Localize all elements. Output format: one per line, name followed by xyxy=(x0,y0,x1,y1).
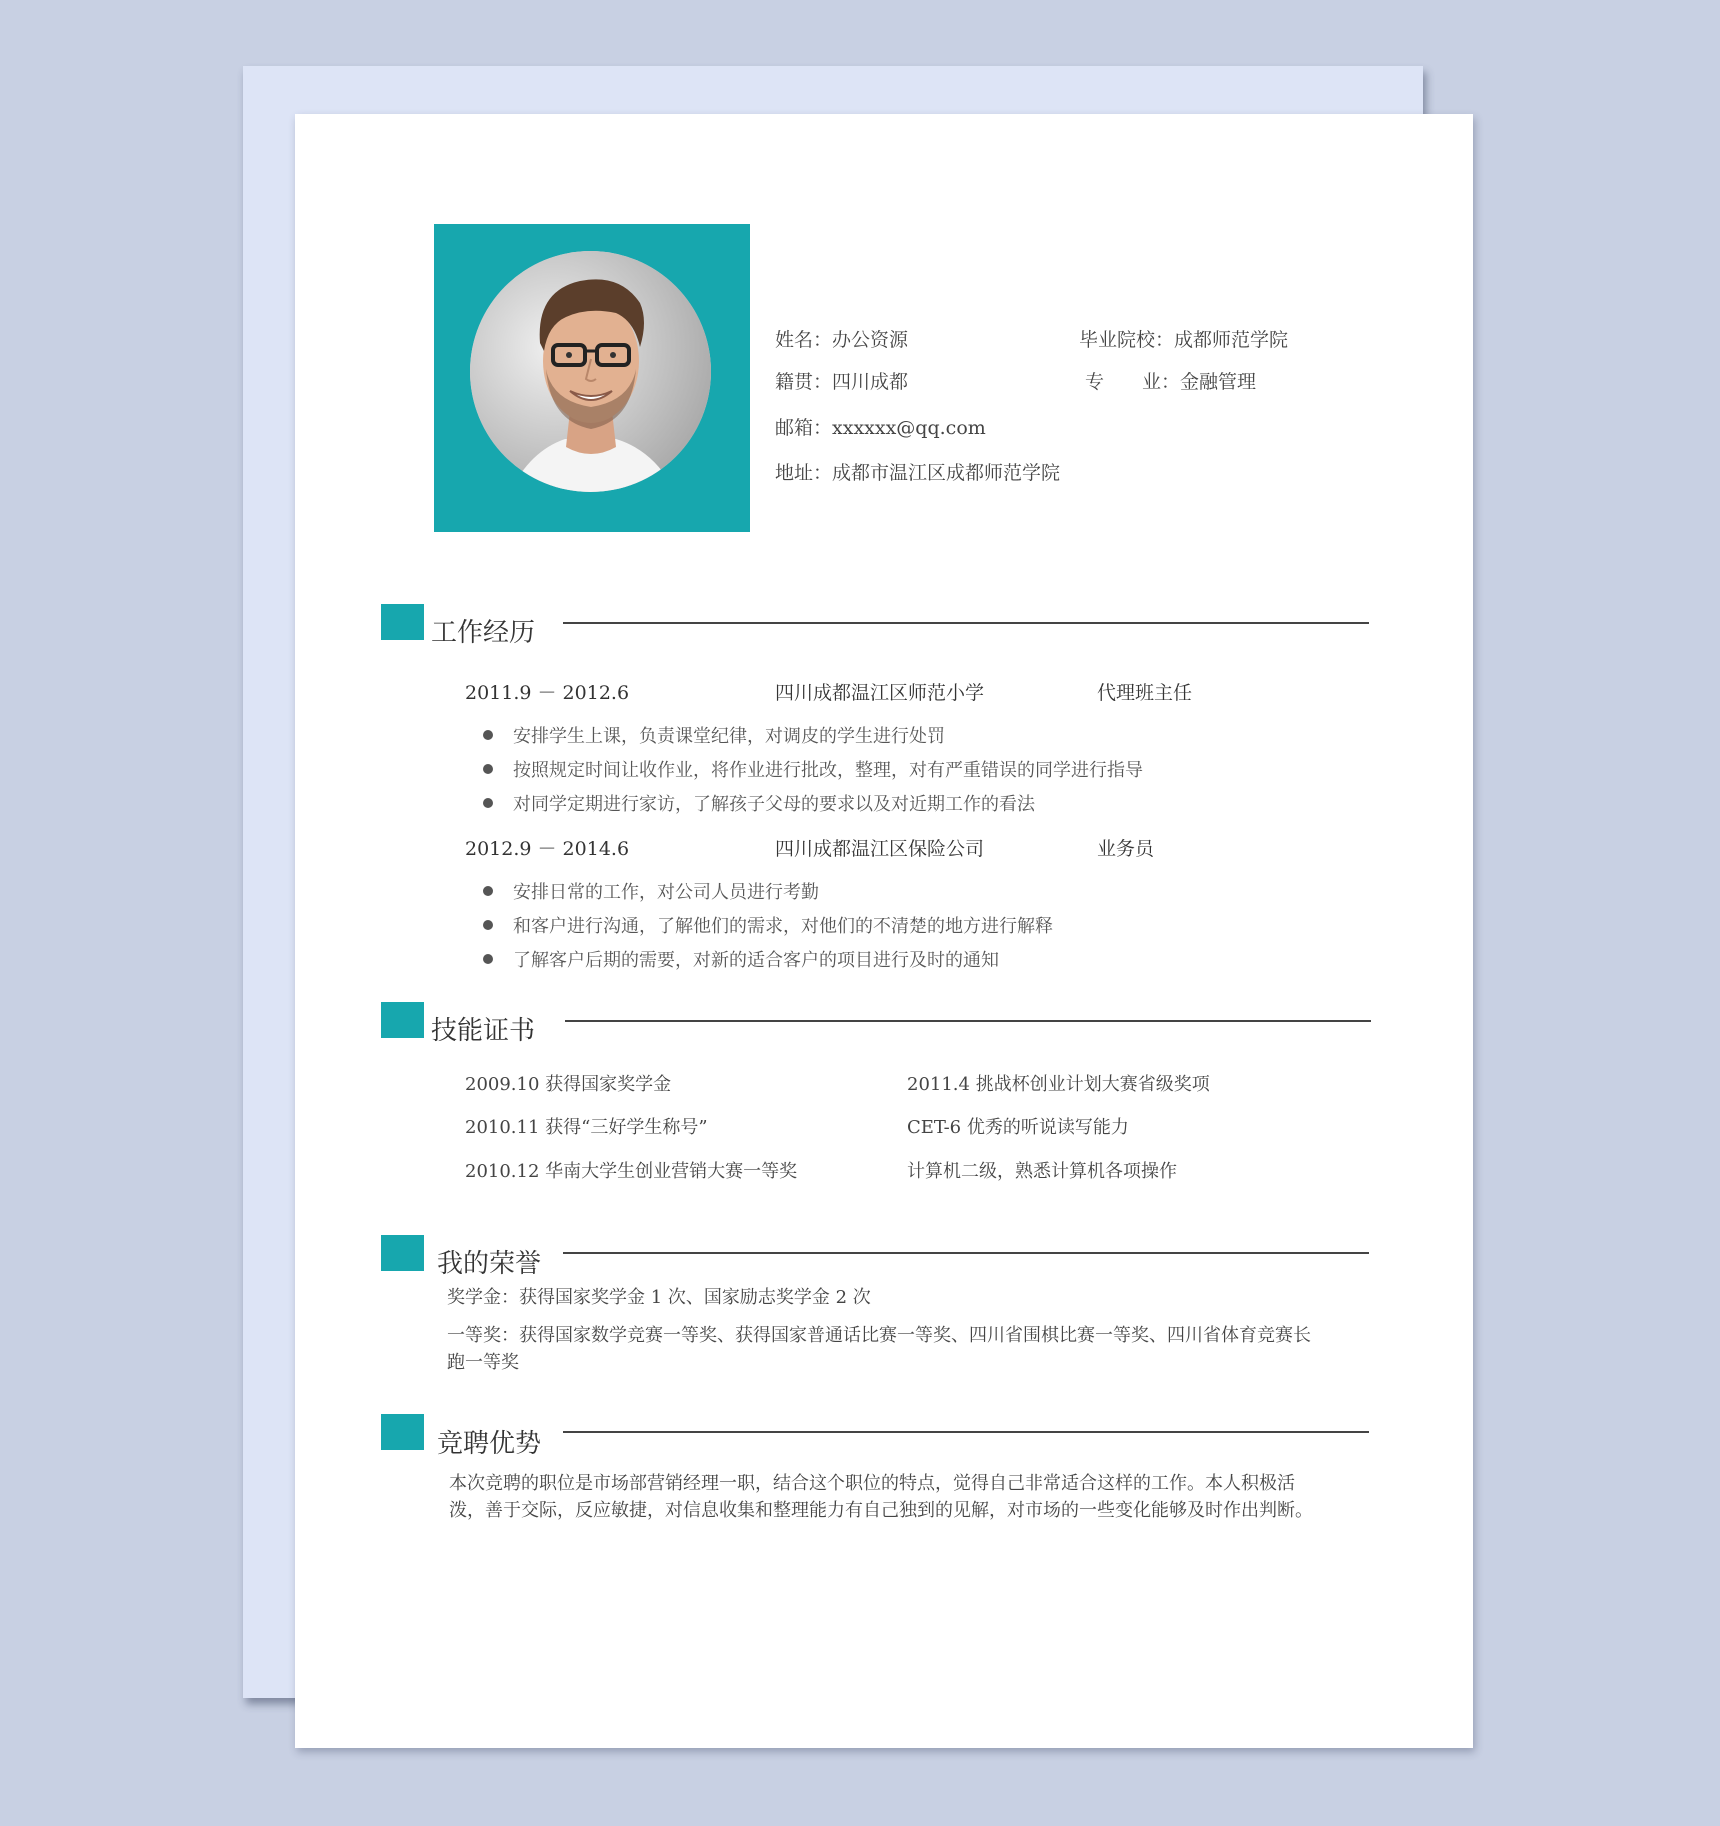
job-1-period: 2011.9 － 2012.6 xyxy=(465,682,630,704)
name-value: 办公资源 xyxy=(832,329,909,351)
major-label: 专 业： xyxy=(1085,371,1181,393)
address-value: 成都市温江区成都师范学院 xyxy=(832,462,1061,484)
email-value: xxxxxx@qq.com xyxy=(832,417,986,439)
job-1-company: 四川成都温江区师范小学 xyxy=(775,682,985,704)
job-2-role: 业务员 xyxy=(1097,838,1155,860)
work-section-title: 工作经历 xyxy=(431,618,536,648)
advantage-section-marker xyxy=(381,1414,424,1450)
honors-section-marker xyxy=(381,1235,424,1271)
profile-photo xyxy=(470,251,711,492)
resume-page xyxy=(295,114,1473,1748)
email-label: 邮箱： xyxy=(775,417,833,439)
cert-item: 2010.12 华南大学生创业营销大赛一等奖 xyxy=(465,1161,798,1182)
job-2-duty: 安排日常的工作，对公司人员进行考勤 xyxy=(513,878,819,904)
school-label: 毕业院校： xyxy=(1079,329,1175,351)
job-2-company: 四川成都温江区保险公司 xyxy=(775,838,985,860)
skills-section-title: 技能证书 xyxy=(431,1016,536,1046)
job-2-period: 2012.9 － 2014.6 xyxy=(465,838,630,860)
cert-item: 计算机二级，熟悉计算机各项操作 xyxy=(907,1161,1177,1182)
photo-frame xyxy=(434,224,750,532)
cert-item: 2011.4 挑战杯创业计划大赛省级奖项 xyxy=(907,1074,1210,1095)
advantage-text: 本次竞聘的职位是市场部营销经理一职，结合这个职位的特点，觉得自己非常适合这样的工作。本人积极活泼，善于交际，反应敏捷，对信息收集和整理能力有自己独到的见解，对市场的一些变化能够及时作出判断。 xyxy=(449,1473,1313,1521)
skills-section-divider xyxy=(565,1020,1371,1022)
advantage-section-title: 竞聘优势 xyxy=(437,1429,542,1459)
job-1-duty: 对同学定期进行家访，了解孩子父母的要求以及对近期工作的看法 xyxy=(513,790,1035,816)
skills-section-marker xyxy=(381,1002,424,1038)
major-value: 金融管理 xyxy=(1180,371,1257,393)
advantage-section-divider xyxy=(563,1431,1369,1433)
job-1-duty: 安排学生上课，负责课堂纪律，对调皮的学生进行处罚 xyxy=(513,722,945,748)
honors-scholarship: 奖学金：获得国家奖学金 1 次、国家励志奖学金 2 次 xyxy=(447,1287,871,1308)
cert-item: 2009.10 获得国家奖学金 xyxy=(465,1074,672,1095)
work-section-marker xyxy=(381,604,424,640)
cert-item: CET-6 优秀的听说读写能力 xyxy=(907,1117,1129,1138)
email-field xyxy=(775,413,986,440)
name-label: 姓名： xyxy=(775,329,833,351)
job-2-duty: 和客户进行沟通，了解他们的需求，对他们的不清楚的地方进行解释 xyxy=(513,912,1053,938)
honors-section-title: 我的荣誉 xyxy=(437,1249,542,1279)
honors-section-divider xyxy=(563,1252,1369,1254)
job-2-duty: 了解客户后期的需要，对新的适合客户的项目进行及时的通知 xyxy=(513,946,999,972)
name-field xyxy=(775,325,908,352)
work-section-divider xyxy=(563,622,1369,624)
address-field xyxy=(775,458,1060,485)
honors-first-prize: 一等奖：获得国家数学竞赛一等奖、获得国家普通话比赛一等奖、四川省围棋比赛一等奖、四川省体育竞赛长跑一等奖 xyxy=(447,1325,1311,1373)
address-label: 地址： xyxy=(775,462,833,484)
job-1-duty: 按照规定时间让收作业，将作业进行批改，整理，对有严重错误的同学进行指导 xyxy=(513,756,1143,782)
origin-label: 籍贯： xyxy=(775,371,833,393)
job-1-role: 代理班主任 xyxy=(1097,682,1193,704)
major-field xyxy=(1085,367,1256,394)
origin-value: 四川成都 xyxy=(832,371,909,393)
school-value: 成都师范学院 xyxy=(1174,329,1289,351)
cert-item: 2010.11 获得“三好学生称号” xyxy=(465,1117,708,1138)
school-field xyxy=(1079,325,1288,352)
origin-field xyxy=(775,367,908,394)
